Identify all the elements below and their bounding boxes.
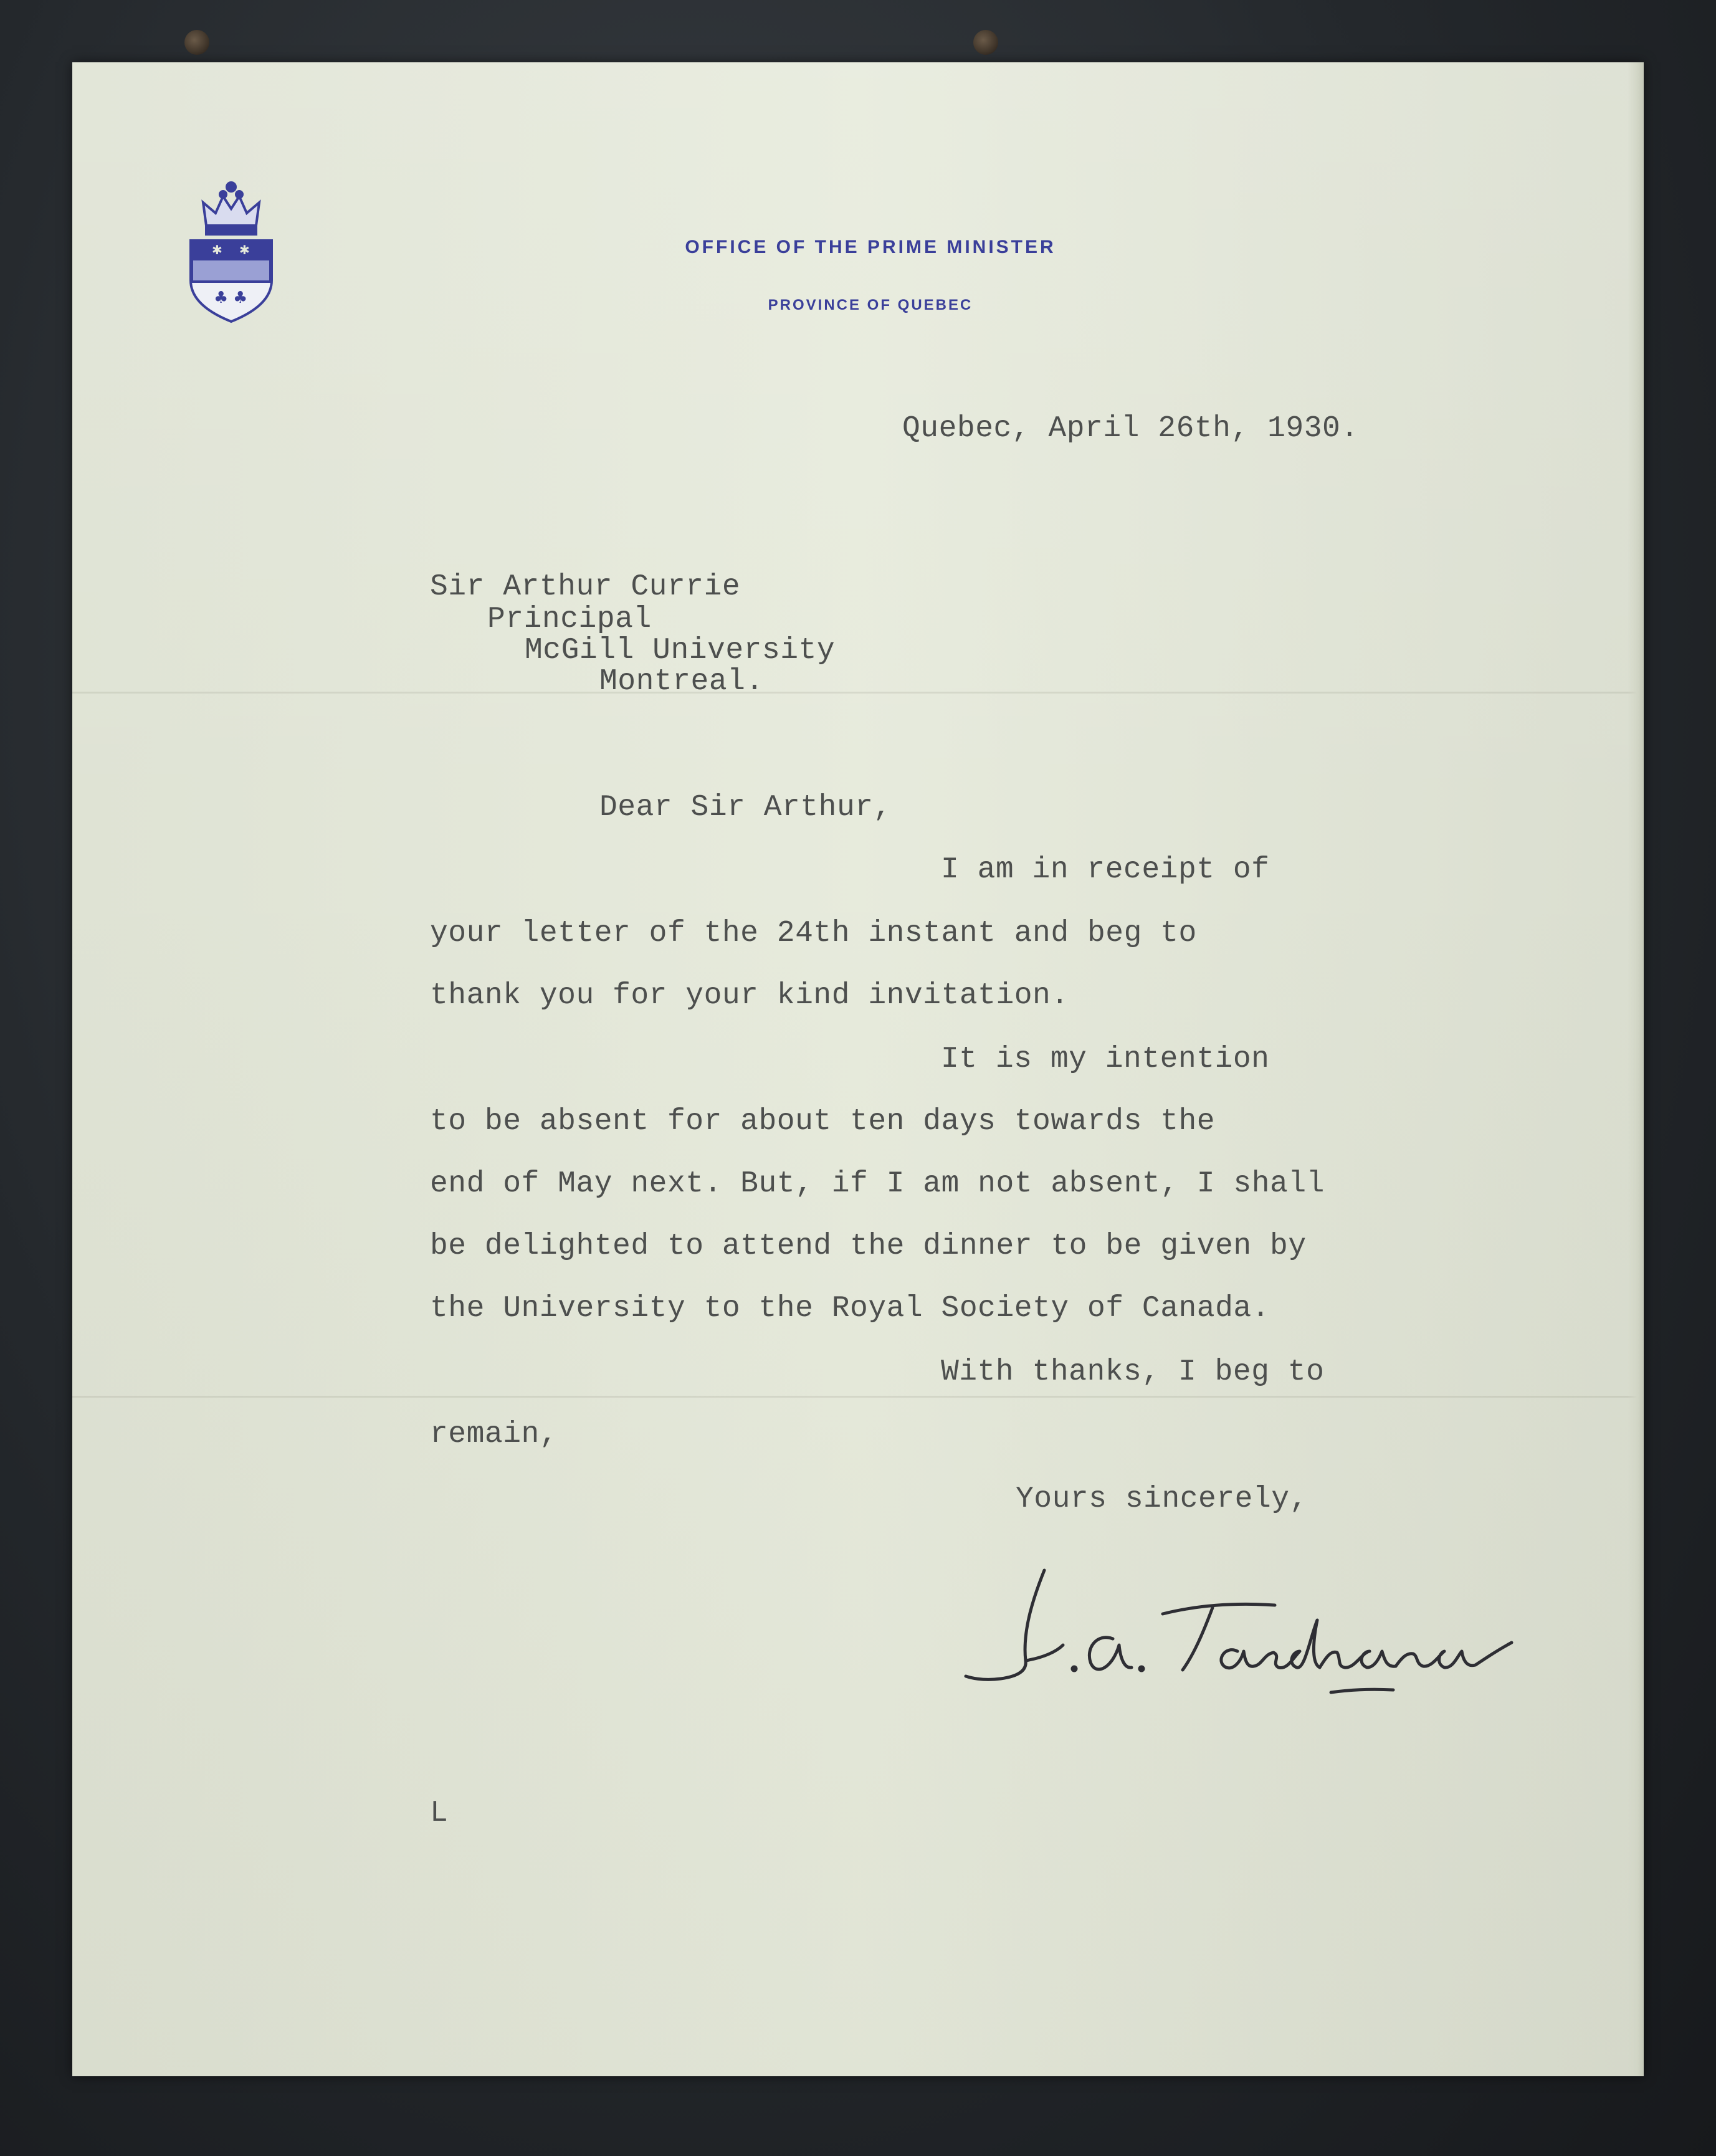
tack-left bbox=[184, 30, 209, 55]
signature-image bbox=[963, 1545, 1549, 1745]
body-line: I am in receipt of bbox=[941, 853, 1270, 887]
body-line: remain, bbox=[430, 1418, 558, 1451]
body-line: It is my intention bbox=[941, 1042, 1270, 1076]
body-line: the University to the Royal Society of Canada. bbox=[430, 1292, 1270, 1325]
salutation: Dear Sir Arthur, bbox=[599, 791, 892, 824]
letter-sheet bbox=[72, 62, 1644, 2076]
svg-text:♣: ♣ bbox=[214, 289, 229, 307]
body-line: be delighted to attend the dinner to be given by bbox=[430, 1229, 1307, 1263]
svg-text:♣: ♣ bbox=[233, 289, 248, 307]
recipient-title: Principal bbox=[487, 603, 652, 636]
typist-initial: L bbox=[430, 1796, 449, 1830]
body-line: With thanks, I beg to bbox=[941, 1355, 1325, 1389]
body-line: to be absent for about ten days towards the bbox=[430, 1105, 1216, 1138]
body-line: your letter of the 24th instant and beg to bbox=[430, 917, 1197, 950]
body-line: thank you for your kind invitation. bbox=[430, 979, 1069, 1013]
letterhead-subtitle: PROVINCE OF QUEBEC bbox=[768, 297, 973, 313]
svg-text:✱: ✱ bbox=[239, 242, 250, 257]
recipient-city: Montreal. bbox=[599, 665, 764, 699]
recipient-name: Sir Arthur Currie bbox=[430, 570, 741, 604]
fold-line-lower bbox=[72, 1396, 1644, 1398]
deckled-edge bbox=[1628, 62, 1644, 2076]
svg-text:✱: ✱ bbox=[212, 242, 222, 257]
closing: Yours sincerely, bbox=[1016, 1482, 1308, 1516]
body-line: end of May next. But, if I am not absent, I shall bbox=[430, 1167, 1325, 1201]
tack-right bbox=[973, 30, 998, 55]
date-line: Quebec, April 26th, 1930. bbox=[902, 412, 1359, 446]
letterhead-title: OFFICE OF THE PRIME MINISTER bbox=[685, 237, 1056, 257]
fold-line-upper bbox=[72, 692, 1644, 694]
recipient-institution: McGill University bbox=[525, 634, 836, 667]
